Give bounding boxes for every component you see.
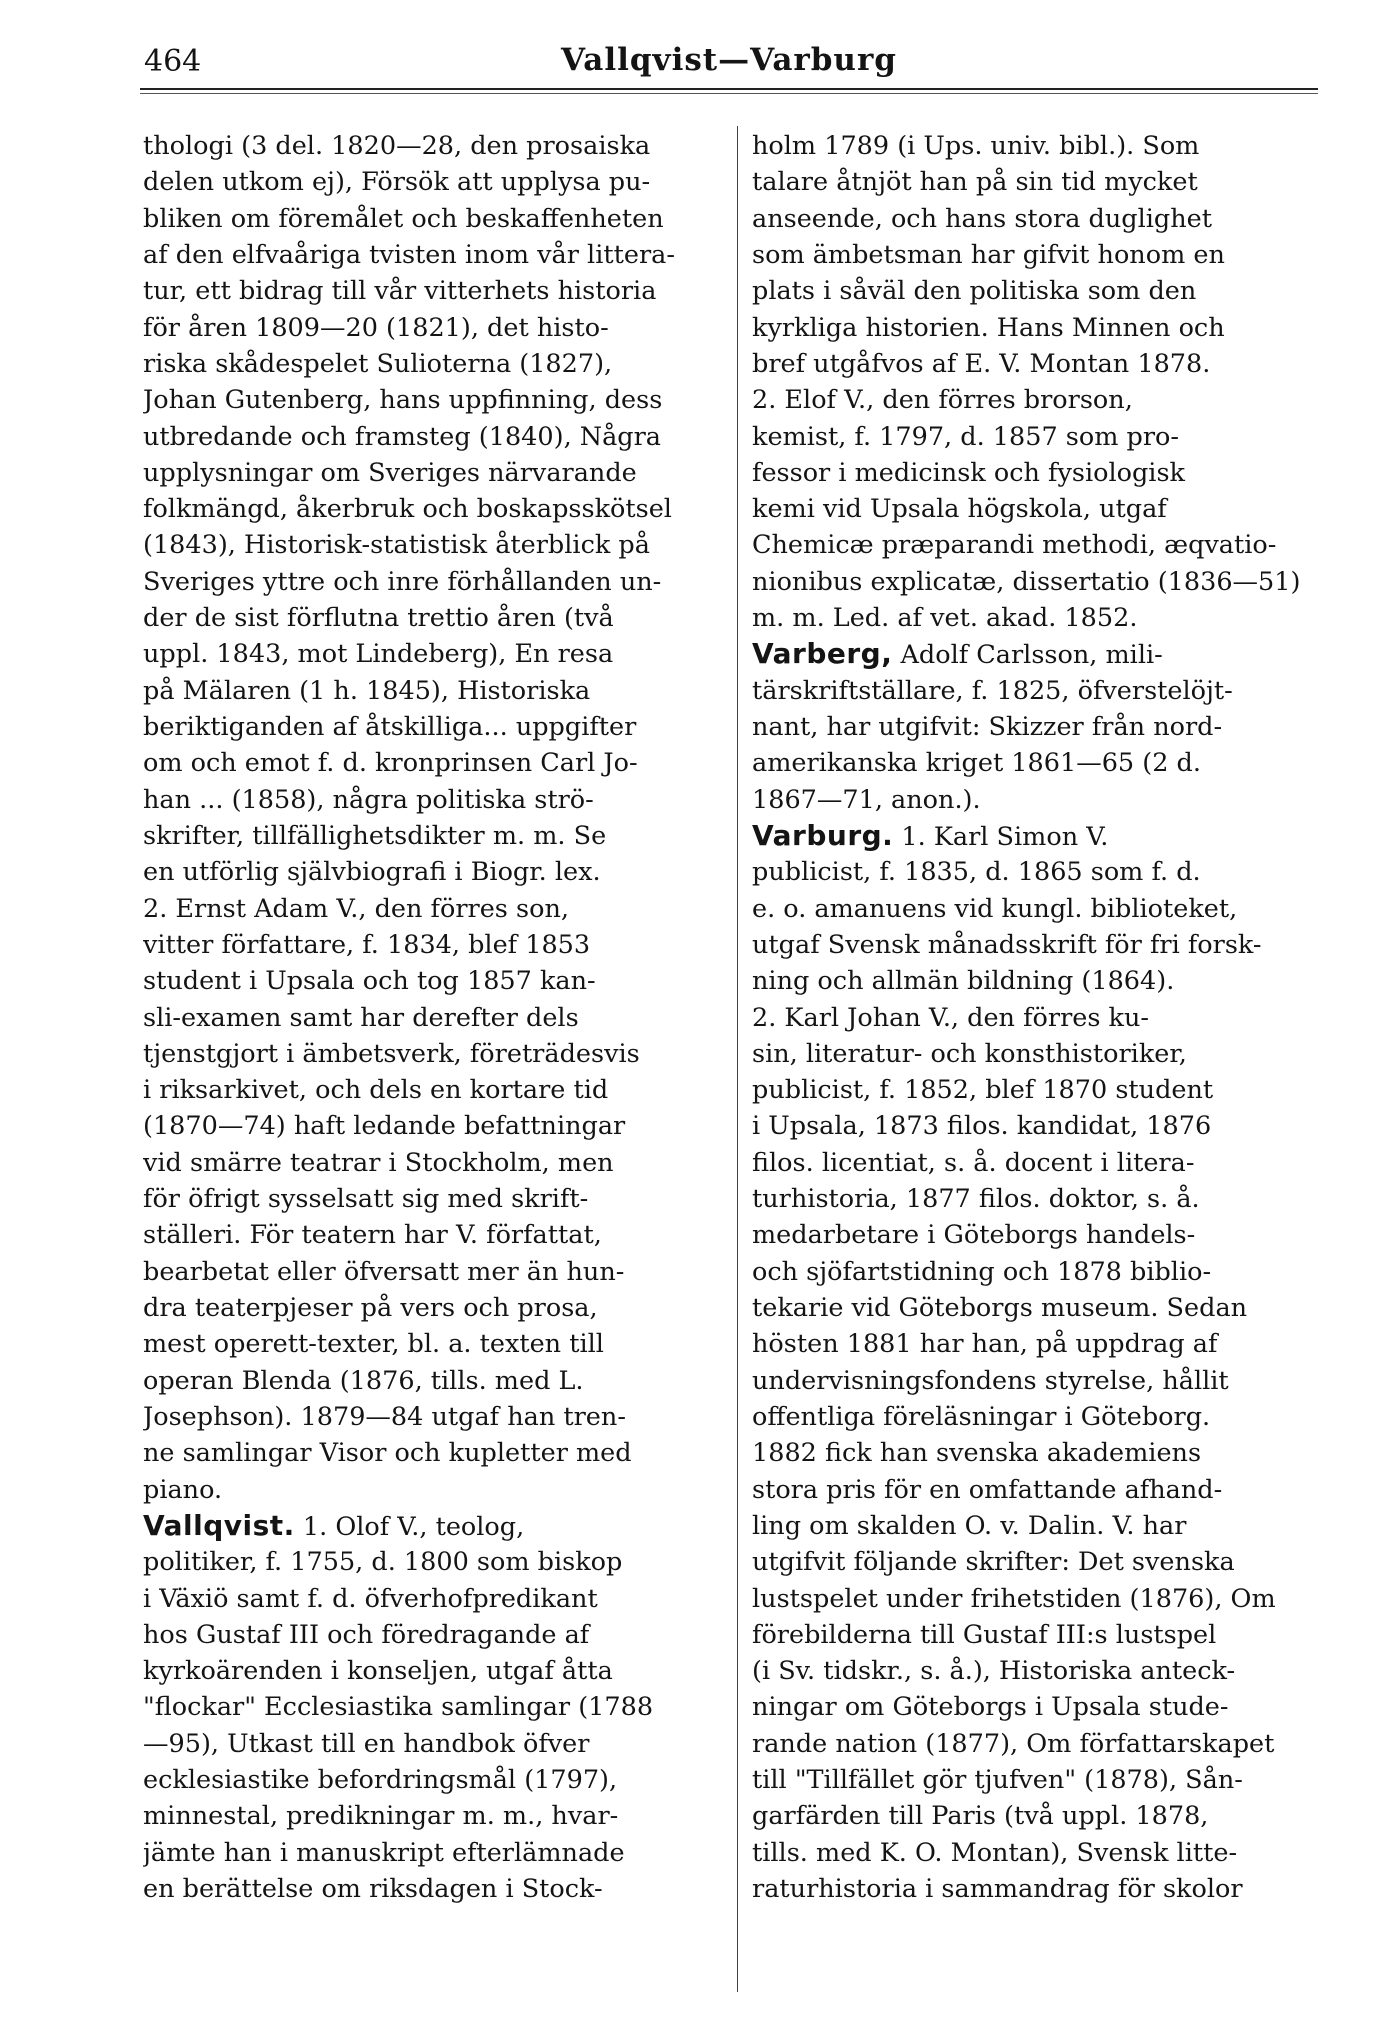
text-line: utgifvit följande skrifter: Det svenska [752,1547,1235,1578]
headword: Varberg, [752,637,893,671]
text-line: delen utkom ej), Försök att upplysa pu- [143,167,651,198]
text-line: der de sist förflutna trettio åren (två [143,603,614,634]
text-line: stora pris för en omfattande afhand- [752,1474,1223,1505]
page-header [144,40,1314,88]
text-line: piano. [143,1474,223,1505]
text-line: sin, literatur- och konsthistoriker, [752,1038,1187,1069]
right-column [752,128,1334,1907]
text-line: nionibus explicatæ, dissertatio (1836—51) [752,566,1301,597]
text-line: en utförlig självbiografi i Biogr. lex. [143,857,601,888]
text-line: folkmängd, åkerbruk och boskapsskötsel [143,494,672,525]
text-line: beriktiganden af åtskilliga... uppgifter [143,712,637,742]
text-line: för öfrigt sysselsatt sig med skrift- [143,1184,589,1215]
text-line: 2. Karl Johan V., den förres ku- [752,1002,1150,1033]
header-rule [140,88,1318,90]
text-line: Josephson). 1879—84 utgaf han tren- [143,1401,626,1432]
column-divider [737,126,738,1992]
text-line: offentliga föreläsningar i Göteborg. [752,1401,1211,1432]
text-line: kyrkliga historien. Hans Minnen och [752,312,1225,343]
text-line: student i Upsala och tog 1857 kan- [143,966,596,997]
text-line: minnestal, predikningar m. m., hvar- [143,1801,619,1832]
text-line: skrifter, tillfällighetsdikter m. m. Se [143,820,607,851]
text-line: amerikanska kriget 1861—65 (2 d. [752,748,1201,779]
text-line: i Växiö samt f. d. öfverhofpredikant [143,1583,598,1614]
text-line: talare åtnjöt han på sin tid mycket [752,167,1198,198]
text-line: (1843), Historisk-statistisk återblick på [143,530,650,561]
text-line: tur, ett bidrag till vår vitterhets historia [143,276,657,307]
text-line: bref utgåfvos af E. V. Montan 1878. [752,348,1211,379]
text-line: hos Gustaf III och föredragande af [143,1619,590,1650]
text-line: kyrkoärenden i konseljen, utgaf åtta [143,1656,613,1687]
text-line: 1882 fick han svenska akademiens [752,1438,1202,1469]
text-line: operan Blenda (1876, tills. med L. [143,1365,584,1396]
text-line: för åren 1809—20 (1821), det histo- [143,312,609,343]
page-number: 464 [144,44,202,79]
text-line: 2. Elof V., den förres brorson, [752,385,1133,416]
headword-line-varburg: Varburg. 1. Karl Simon V. [752,818,1109,852]
text-line: tjenstgjort i ämbetsverk, företrädesvis [143,1038,640,1069]
text-line: mest operett-texter, bl. a. texten till [143,1329,604,1360]
text-line: ling om skalden O. v. Dalin. V. har [752,1510,1187,1541]
text-line: anseende, och hans stora duglighet [752,203,1212,234]
text-line: lustspelet under frihetstiden (1876), Om [752,1583,1276,1614]
text-line: som ämbetsman har gifvit honom en [752,239,1225,270]
text-line: om och emot f. d. kronprinsen Carl Jo- [143,748,638,779]
text-line: 2. Ernst Adam V., den förres son, [143,893,569,924]
text-line: Johan Gutenberg, hans uppfinning, dess [143,385,663,416]
text-line: filos. licentiat, s. å. docent i litera- [752,1147,1195,1178]
text-line: tills. med K. O. Montan), Svensk litte- [752,1837,1238,1868]
text-line: ne samlingar Visor och kupletter med [143,1438,632,1469]
text-line: utbredande och framsteg (1840), Några [143,421,662,452]
text-line: politiker, f. 1755, d. 1800 som biskop [143,1547,623,1578]
text-line: i Upsala, 1873 filos. kandidat, 1876 [752,1111,1212,1142]
text-line: tekarie vid Göteborgs museum. Sedan [752,1293,1248,1323]
text-line: kemist, f. 1797, d. 1857 som pro- [752,421,1180,452]
headword: Vallqvist. [143,1508,295,1542]
text-line: ecklesiastike befordringsmål (1797), [143,1765,618,1796]
headword-line-vallqvist: Vallqvist. 1. Olof V., teolog, [143,1508,525,1542]
text-line: upplysningar om Sveriges närvarande [143,457,637,488]
text-line: raturhistoria i sammandrag för skolor [752,1874,1243,1904]
text-line: kemi vid Upsala högskola, utgaf [752,494,1167,525]
headword-line-varberg: Varberg, Adolf Carlsson, mili- [752,637,1163,671]
text-line: riska skådespelet Sulioterna (1827), [143,348,613,379]
text-line: 1867—71, anon.). [752,784,981,815]
text-line: fessor i medicinsk och fysiologisk [752,457,1185,488]
text-line: ningar om Göteborgs i Upsala stude- [752,1692,1229,1723]
text-line: plats i såväl den politiska som den [752,276,1197,307]
text-line: på Mälaren (1 h. 1845), Historiska [143,675,591,706]
left-column [143,128,725,1907]
text-line: (1870—74) haft ledande befattningar [143,1111,626,1142]
text-line: garfärden till Paris (två uppl. 1878, [752,1801,1209,1832]
text-line: uppl. 1843, mot Lindeberg), En resa [143,639,614,670]
text-line: "flockar" Ecclesiastika samlingar (1788 [143,1692,654,1723]
text-line: i riksarkivet, och dels en kortare tid [143,1075,609,1106]
text-line: —95), Utkast till en handbok öfver [143,1728,590,1759]
headword: Varburg. [752,818,894,852]
text-line: undervisningsfondens styrelse, hållit [752,1365,1229,1396]
text-line: hösten 1881 har han, på uppdrag af [752,1329,1218,1360]
text-line: vid smärre teatrar i Stockholm, men [143,1147,614,1178]
text-line: tärskriftställare, f. 1825, öfverstelöjt- [752,675,1233,706]
text-line: utgaf Svensk månadsskrift för fri forsk- [752,929,1262,960]
running-title: Vallqvist—Varburg [561,42,897,78]
text-line: ning och allmän bildning (1864). [752,966,1175,997]
text-line: Sveriges yttre och inre förhållanden un- [143,566,662,597]
text-line: bliken om föremålet och beskaffenheten [143,203,664,234]
text-line: publicist, f. 1835, d. 1865 som f. d. [752,857,1201,888]
text-line: m. m. Led. af vet. akad. 1852. [752,603,1138,634]
text-line: bearbetat eller öfversatt mer än hun- [143,1256,625,1287]
text-line: och sjöfartstidning och 1878 biblio- [752,1256,1212,1287]
text-line: nant, har utgifvit: Skizzer från nord- [752,712,1223,742]
text-line: af den elfvaåriga tvisten inom vår littera- [143,239,675,270]
text-line: han ... (1858), några politiska strö- [143,784,594,815]
text-line: sli-examen samt har derefter dels [143,1002,579,1033]
text-line: e. o. amanuens vid kungl. biblioteket, [752,893,1238,924]
text-line: dra teaterpjeser på vers och prosa, [143,1293,598,1323]
text-line: rande nation (1877), Om författarskapet [752,1728,1275,1759]
text-line: holm 1789 (i Ups. univ. bibl.). Som [752,131,1200,161]
text-line: thologi (3 del. 1820—28, den prosaiska [143,131,651,161]
header-rule-thin [140,93,1318,94]
text-line: jämte han i manuskript efterlämnade [143,1837,625,1868]
text-line: ställeri. För teatern har V. författat, [143,1220,602,1251]
text-line: (i Sv. tidskr., s. å.), Historiska anteck- [752,1656,1236,1687]
text-line: publicist, f. 1852, blef 1870 student [752,1075,1214,1106]
text-line: till "Tillfället gör tjufven" (1878), Sån- [752,1765,1243,1796]
text-line: turhistoria, 1877 filos. doktor, s. å. [752,1184,1200,1215]
text-line: en berättelse om riksdagen i Stock- [143,1874,603,1904]
text-line: förebilderna till Gustaf III:s lustspel [752,1619,1217,1650]
text-line: vitter författare, f. 1834, blef 1853 [143,929,591,960]
text-line: medarbetare i Göteborgs handels- [752,1220,1196,1251]
text-line: Chemicæ præparandi methodi, æqvatio- [752,530,1277,561]
